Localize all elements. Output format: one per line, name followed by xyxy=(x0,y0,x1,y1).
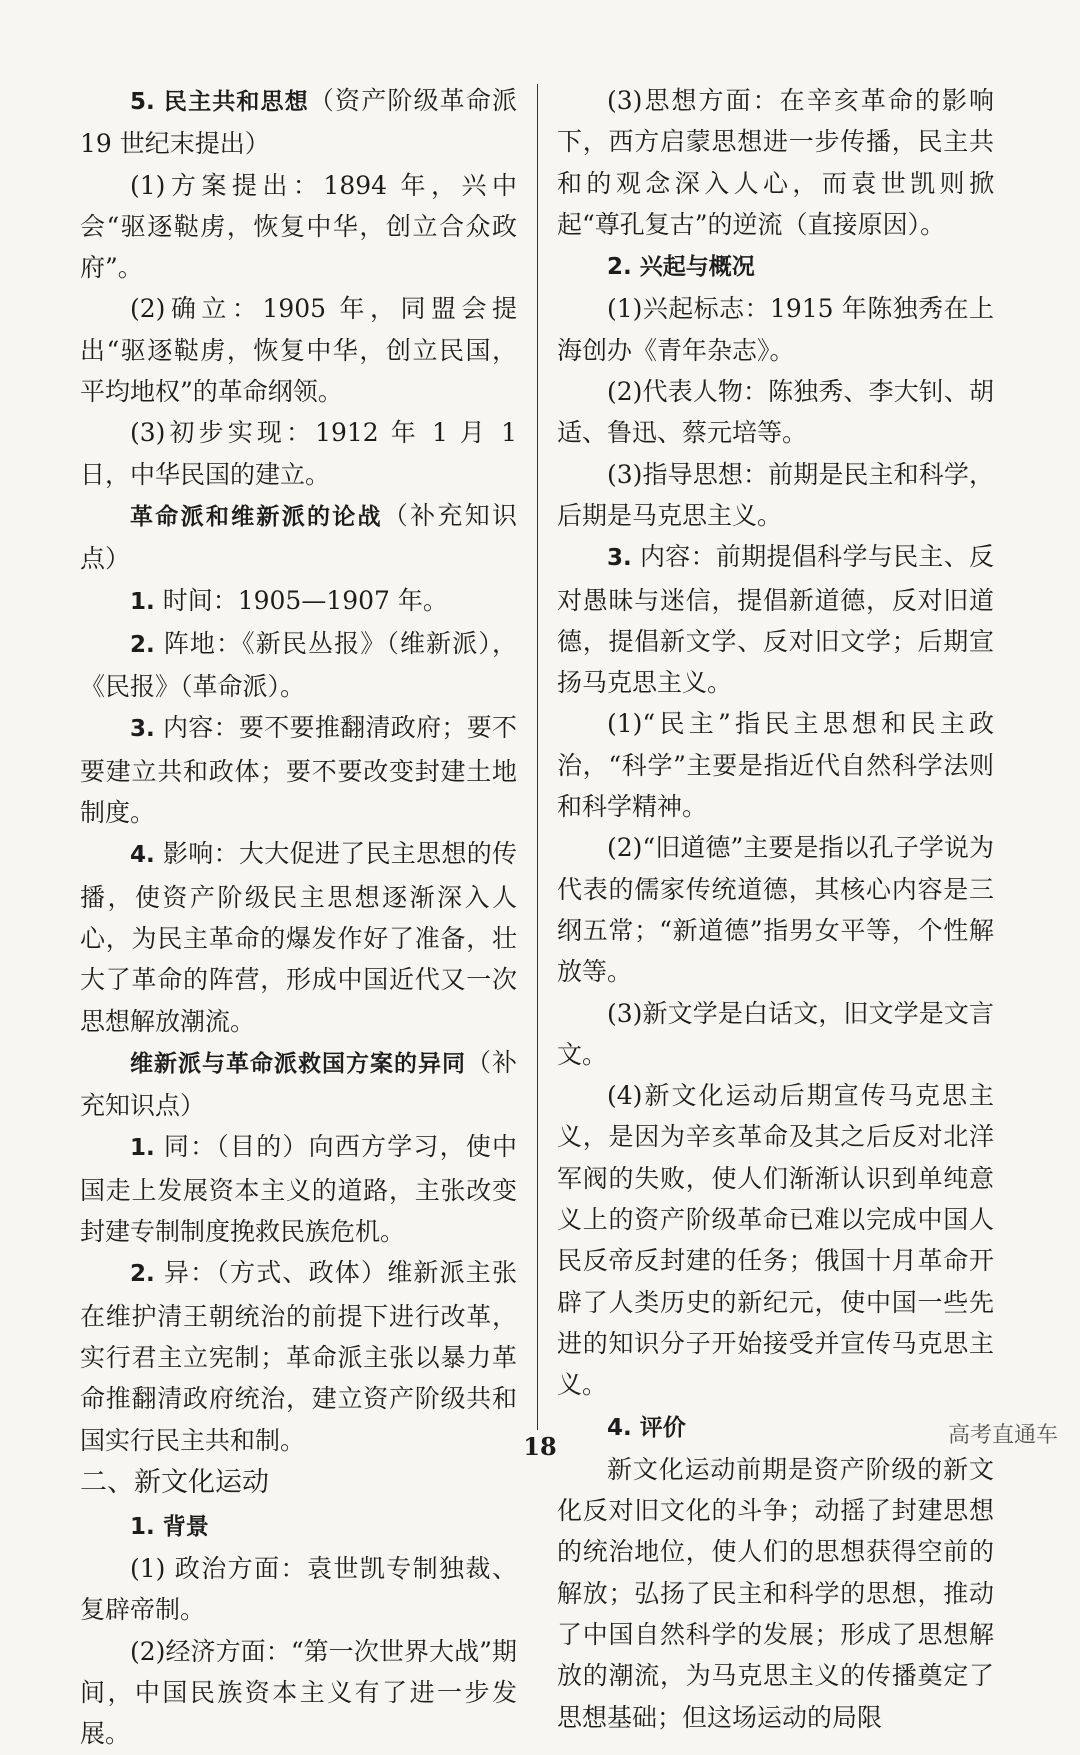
paragraph-lead: 3. xyxy=(130,716,155,743)
paragraph xyxy=(80,1252,517,1460)
paragraph-text: (2)代表人物：陈独秀、李大钊、胡适、鲁迅、蔡元培等。 xyxy=(557,377,994,448)
paragraph-text: 阵地：《新民丛报》（维新派），《民报》（革命派）。 xyxy=(80,628,517,702)
paragraph xyxy=(80,833,517,1041)
paragraph-text: (1)兴起标志：1915 年陈独秀在上海创办《青年杂志》。 xyxy=(557,294,994,365)
paragraph-lead: 3. xyxy=(607,545,632,572)
paragraph-text: （资产阶级革命派 19 世纪末提出） xyxy=(80,86,517,159)
paragraph-text: 时间：1905—1907 年。 xyxy=(154,585,448,615)
paragraph-text: (1) 政治方面：袁世凯专制独裁、复辟帝制。 xyxy=(80,1554,517,1625)
paragraph-lead: 革命派和维新派的论战 xyxy=(130,503,383,530)
paragraph-text: 内容：要不要推翻清政府；要不要建立共和政体；要不要改变封建土地制度。 xyxy=(80,713,517,828)
paragraph-lead: 1. xyxy=(130,588,155,615)
paragraph xyxy=(80,1631,517,1755)
paragraph-text: (2)确立：1905 年，同盟会提出“驱逐鞑虏，恢复中华，创立民国，平均地权”的革命纲领。 xyxy=(80,294,517,407)
paragraph xyxy=(80,1126,517,1252)
paragraph xyxy=(557,245,994,288)
watermark: 高考直通车 xyxy=(947,1423,1058,1448)
paragraph-text: (3)思想方面：在辛亥革命的影响下，西方启蒙思想进一步传播，民主共和的观念深入人心，而袁世凯则掀起“尊孔复古”的逆流（直接原因）。 xyxy=(557,86,994,239)
paragraph xyxy=(557,1075,994,1405)
paragraph-text: (1)“民主”指民主思想和民主政治，“科学”主要是指近代自然科学法则和科学精神。 xyxy=(557,709,994,822)
paragraph xyxy=(80,495,517,580)
paragraph-text: (1)方案提出：1894 年，兴中会“驱逐鞑虏，恢复中华，创立合众政府”。 xyxy=(80,170,517,283)
paragraph-lead: 2. xyxy=(130,631,155,658)
paragraph-text: 同：（目的）向西方学习，使中国走上发展资本主义的道路，主张改变封建专制制度挽救民族危机。 xyxy=(80,1132,517,1247)
paragraph xyxy=(557,827,994,992)
paragraph xyxy=(80,80,517,165)
paragraph-lead: 5. 民主共和思想 xyxy=(130,89,309,115)
paragraph-text: (2)经济方面：“第一次世界大战”期间，中国民族资本主义有了进一步发展。 xyxy=(80,1636,517,1749)
page-number: 18 xyxy=(523,1432,557,1461)
paragraph xyxy=(80,623,517,708)
paragraph xyxy=(557,536,994,703)
paragraph xyxy=(80,412,517,495)
paragraph-text: 影响：大大促进了民主思想的传播，使资产阶级民主思想逐渐深入人心，为民主革命的爆发作好了准备，壮大了革命的阵营，形成中国近代又一次思想解放潮流。 xyxy=(80,839,517,1036)
paragraph-lead: 1. xyxy=(130,1135,155,1162)
right-column xyxy=(557,80,994,1738)
paragraph xyxy=(80,1042,517,1127)
paragraph xyxy=(557,993,994,1076)
paragraph-text: (3)初步实现：1912 年 1 月 1 日，中华民国的建立。 xyxy=(80,418,517,489)
paragraph xyxy=(80,707,517,833)
paragraph xyxy=(80,165,517,289)
paragraph-lead: 4. 评价 xyxy=(607,1414,686,1441)
paragraph xyxy=(557,703,994,827)
paragraph-text: 新文化运动前期是资产阶级的新文化反对旧文化的斗争；动摇了封建思想的统治地位，使人们的思想获得空前的解放；弘扬了民主和科学的思想，推动了中国自然科学的发展；形成了思想解放的潮流，为马克思主义的传播奠定了思想基础；但这场运动的局限 xyxy=(557,1454,994,1732)
paragraph xyxy=(557,1449,994,1738)
paragraph xyxy=(557,80,994,245)
paragraph xyxy=(557,454,994,537)
column-divider xyxy=(537,84,538,1430)
paragraph xyxy=(557,288,994,371)
paragraph-text: （补充知识点） xyxy=(80,500,517,574)
paragraph xyxy=(557,371,994,454)
paragraph-lead: 2. 兴起与概况 xyxy=(607,254,755,281)
paragraph-text: (3)指导思想：前期是民主和科学，后期是马克思主义。 xyxy=(557,459,994,530)
paragraph-text: （补充知识点） xyxy=(80,1047,517,1121)
paragraph-text: (4)新文化运动后期宣传马克思主义，是因为辛亥革命及其之后反对北洋军阀的失败，使人们渐渐认识到单纯意义上的资产阶级革命已难以完成中国人民反帝反封建的任务；俄国十月革命开辟了人类历史的新纪元，使中国一些先进的知识分子开始接受并宣传马克思主义。 xyxy=(557,1081,994,1400)
paragraph-lead: 2. xyxy=(130,1261,155,1288)
paragraph-text: (3)新文学是白话文，旧文学是文言文。 xyxy=(557,998,994,1069)
section-heading: 二、新文化运动 xyxy=(80,1466,269,1498)
paragraph xyxy=(80,1548,517,1631)
paragraph xyxy=(80,288,517,412)
paragraph-lead: 4. xyxy=(130,842,155,869)
paragraph-lead: 1. 背景 xyxy=(130,1513,209,1540)
paragraph xyxy=(80,1505,517,1548)
paragraph-lead: 维新派与革命派救国方案的异同 xyxy=(130,1050,466,1077)
paragraph xyxy=(80,580,517,623)
paragraph-text: 异：（方式、政体）维新派主张在维护清王朝统治的前提下进行改革，实行君主立宪制；革命派主张以暴力革命推翻清政府统治，建立资产阶级共和国实行民主共和制。 xyxy=(80,1258,517,1455)
paragraph-text: 内容：前期提倡科学与民主、反对愚昧与迷信，提倡新道德，反对旧道德，提倡新文学、反对旧文学；后期宣扬马克思主义。 xyxy=(557,542,994,698)
left-column xyxy=(80,80,517,1755)
paragraph-text: (2)“旧道德”主要是指以孔子学说为代表的儒家传统道德，其核心内容是三纲五常；“新道德”指男女平等，个性解放等。 xyxy=(557,833,994,987)
